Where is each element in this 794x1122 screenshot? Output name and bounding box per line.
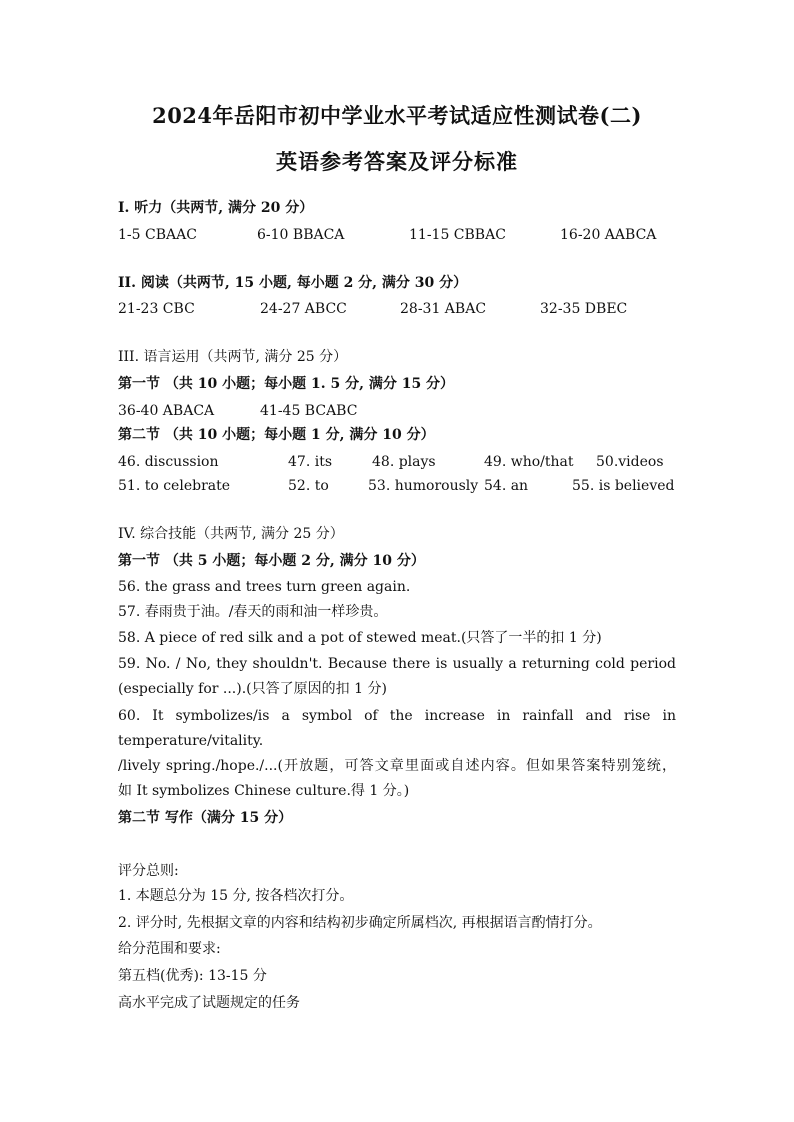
- answer-group: 6-10 BBACA: [257, 227, 345, 243]
- answer-group: 32-35 DBEC: [540, 301, 628, 317]
- answer-q60: [118, 704, 676, 804]
- section-skills-heading: IV. 综合技能（共两节, 满分 25 分）: [118, 526, 344, 542]
- section-language-part2-heading: 第二节 （共 10 小题；每小题 1 分, 满分 10 分）: [118, 427, 435, 443]
- section-skills-part1-heading: 第一节 （共 5 小题；每小题 2 分, 满分 10 分）: [118, 553, 425, 569]
- answer-group: 36-40 ABACA: [118, 403, 215, 419]
- answer-group: 16-20 AABCA: [560, 227, 657, 243]
- scoring-rule-2: 2. 评分时, 先根据文章的内容和结构初步确定所属档次, 再根据语言酌情打分。: [118, 915, 602, 931]
- answer-q59-line2: (especially for ...).(只答了原因的扣 1 分): [118, 681, 387, 697]
- page-title: 2024年岳阳市初中学业水平考试适应性测试卷(二): [152, 103, 642, 128]
- answer-item: 49. who/that: [484, 454, 574, 470]
- answer-item: 46. discussion: [118, 454, 219, 470]
- answer-group: 21-23 CBC: [118, 301, 195, 317]
- answer-item: 50.videos: [596, 454, 664, 470]
- section-listening-heading: I. 听力（共两节, 满分 20 分）: [118, 200, 314, 216]
- answer-group: 1-5 CBAAC: [118, 227, 197, 243]
- scoring-rules-title: 评分总则:: [118, 863, 179, 879]
- answer-item: 51. to celebrate: [118, 478, 231, 494]
- answer-q58: 58. A piece of red silk and a pot of stewed meat.(只答了一半的扣 1 分): [118, 630, 602, 646]
- section-writing-heading: 第二节 写作（满分 15 分）: [118, 810, 293, 826]
- answer-q59-line1: 59. No. / No, they shouldn't. Because there is usually a returning cold period: [118, 656, 676, 672]
- answer-group: 24-27 ABCC: [260, 301, 347, 317]
- score-level-5: 第五档(优秀): 13-15 分: [118, 968, 267, 984]
- answer-q60-line3: 如 It symbolizes Chinese culture.得 1 分。): [118, 783, 410, 799]
- answer-item: 54. an: [484, 478, 529, 494]
- answer-item: 47. its: [288, 454, 333, 470]
- answer-group: 41-45 BCABC: [260, 403, 358, 419]
- answer-item: 48. plays: [372, 454, 436, 470]
- answer-group: 28-31 ABAC: [400, 301, 487, 317]
- answer-q57: 57. 春雨贵于油。/春天的雨和油一样珍贵。: [118, 604, 388, 620]
- answer-item: 55. is believed: [572, 478, 675, 494]
- score-range-title: 给分范围和要求:: [118, 941, 221, 957]
- scoring-rule-1: 1. 本题总分为 15 分, 按各档次打分。: [118, 888, 354, 904]
- section-reading-heading: II. 阅读（共两节, 15 小题, 每小题 2 分, 满分 30 分）: [118, 275, 468, 291]
- answer-group: 11-15 CBBAC: [409, 227, 506, 243]
- answer-item: 52. to: [288, 478, 329, 494]
- score-level-5-description: 高水平完成了试题规定的任务: [118, 995, 300, 1011]
- answer-q60-line1: 60. It symbolizes/is a symbol of the increase in rainfall and rise in temperature/vitality.: [118, 708, 676, 749]
- answer-q60-line2: /lively spring./hope./...(开放题，可答文章里面或自述内容。但如果答案特别笼统，: [118, 758, 676, 774]
- answer-q59: [118, 652, 676, 702]
- section-language-part1-heading: 第一节 （共 10 小题；每小题 1. 5 分, 满分 15 分）: [118, 376, 455, 392]
- answer-q56: 56. the grass and trees turn green again.: [118, 579, 411, 595]
- section-language-heading: III. 语言运用（共两节, 满分 25 分）: [118, 349, 348, 365]
- answer-item: 53. humorously: [368, 478, 479, 494]
- page-subtitle: 英语参考答案及评分标准: [276, 149, 518, 174]
